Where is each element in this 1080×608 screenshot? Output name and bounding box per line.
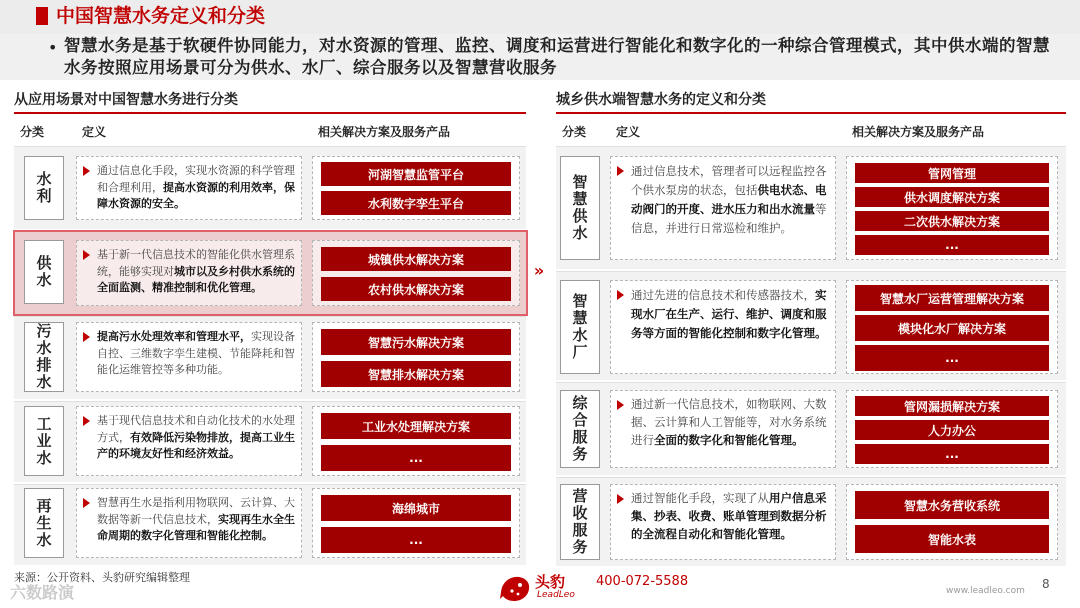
product-tag: ... [855, 345, 1049, 371]
definition-text: 通过信息化手段，实现水资源的科学管理和合理利用， [97, 164, 295, 194]
left-col-products: 相关解决方案及服务产品 [318, 125, 451, 139]
left-products-cell [312, 488, 520, 558]
product-tag: 水利数字孪生平台 [321, 191, 511, 215]
left-category-cell [24, 406, 64, 476]
category-label: 营收服务 [572, 487, 588, 556]
definition-emphasis: 供电状态、电动阀门的开度、进水压力和出水流量 [631, 183, 827, 216]
left-category-cell [24, 240, 64, 304]
category-label: 综合服务 [572, 394, 588, 463]
product-tag: ... [855, 444, 1049, 464]
triangle-bullet-icon [83, 166, 90, 176]
definition-emphasis: 有效降低污染物排放，提高工业生产的环境友好性和经济效益。 [97, 430, 295, 460]
product-tag: 智慧排水解决方案 [321, 361, 511, 387]
definition-text-tail: 等信息，并进行日常巡检和维护。 [631, 202, 827, 235]
product-tag: 二次供水解决方案 [855, 211, 1049, 231]
brand-name: 头豹 [535, 573, 566, 591]
left-definition-cell [76, 488, 302, 558]
definition-text: 基于新一代信息技术的智能化供水管理系统，能够实现对 [97, 248, 295, 278]
title-accent-mark [36, 7, 48, 25]
definition-text: 通过智能化手段，实现了从 [631, 491, 769, 505]
definition-text: 通过新一代信息技术，如物联网、大数据、云计算和人工智能等，对水务系统进行 [631, 397, 827, 447]
category-label: 再生水 [36, 496, 52, 549]
left-category-cell [24, 322, 64, 392]
product-tag: ... [321, 445, 511, 471]
left-category-cell [24, 156, 64, 220]
product-tag: 城镇供水解决方案 [321, 247, 511, 271]
product-tag: 智慧水务营收系统 [855, 491, 1049, 519]
triangle-bullet-icon [617, 166, 624, 176]
phone-number: 400-072-5588 [596, 574, 689, 589]
left-section-heading: 从应用场景对中国智慧水务进行分类 [14, 92, 238, 108]
category-label: 污水排水 [36, 322, 52, 391]
product-tag: 农村供水解决方案 [321, 277, 511, 301]
right-col-products: 相关解决方案及服务产品 [852, 125, 985, 139]
product-tag: 智慧污水解决方案 [321, 329, 511, 355]
triangle-bullet-icon [83, 250, 90, 260]
category-label: 供水 [36, 254, 52, 289]
category-label: 工业水 [36, 414, 52, 467]
right-col-category: 分类 [562, 125, 587, 139]
right-products-cell [846, 484, 1058, 560]
right-definition-cell [610, 390, 836, 468]
product-tag: 智慧水厂运营管理解决方案 [855, 285, 1049, 311]
left-col-definition: 定义 [82, 125, 107, 139]
product-tag: ... [321, 527, 511, 553]
right-products-cell [846, 280, 1058, 374]
right-definition-cell [610, 280, 836, 374]
right-category-cell [560, 484, 600, 560]
website: www.leadleo.com [946, 586, 1025, 596]
product-tag: 管网漏损解决方案 [855, 396, 1049, 416]
left-products-cell [312, 406, 520, 476]
right-category-cell [560, 390, 600, 468]
right-section-heading: 城乡供水端智慧水务的定义和分类 [556, 92, 766, 108]
left-section-divider [14, 112, 526, 114]
leopard-logo-icon [498, 572, 532, 604]
triangle-bullet-icon [617, 400, 624, 410]
right-section-divider [556, 112, 1066, 114]
chevron-right-icon: » [533, 261, 545, 280]
right-definition-cell [610, 484, 836, 560]
definition-emphasis: 城市以及乡村供水系统的全面监测、精准控制和优化管理。 [97, 264, 295, 294]
definition-emphasis: 提高污水处理效率和管理水平， [97, 330, 251, 343]
definition-text: 基于现代信息技术和自动化技术的水处理方式， [97, 414, 295, 444]
product-tag: 模块化水厂解决方案 [855, 315, 1049, 341]
watermark: 六数路演 [10, 583, 75, 602]
product-tag: 海绵城市 [321, 495, 511, 521]
triangle-bullet-icon [83, 416, 90, 426]
intro-text: 智慧水务是基于软硬件协同能力，对水资源的管理、监控、调度和运营进行智能化和数字化的一种综合管理模式，其中供水端的智慧水务按照应用场景可分为供水、水厂、综合服务以及智慧营收服务 [64, 36, 1050, 77]
product-tag: 河湖智慧监管平台 [321, 162, 511, 186]
product-tag: 供水调度解决方案 [855, 187, 1049, 207]
left-products-cell [312, 322, 520, 392]
right-definition-cell [610, 156, 836, 260]
definition-text: 智慧再生水是指利用物联网、云计算、大数据等新一代信息技术， [97, 496, 295, 526]
triangle-bullet-icon [617, 494, 624, 504]
category-label: 水利 [36, 170, 52, 205]
left-definition-cell [76, 156, 302, 220]
right-category-cell [560, 156, 600, 260]
triangle-bullet-icon [83, 498, 90, 508]
right-products-cell [846, 156, 1058, 260]
left-col-category: 分类 [20, 125, 45, 139]
definition-emphasis: 用户信息采集、抄表、收费、账单管理到数据分析的全流程自动化和智能化管理。 [631, 491, 827, 541]
definition-text: 通过先进的信息技术和传感器技术， [631, 288, 815, 302]
definition-emphasis: 实现再生水全生命周期的数字化管理和智能化控制。 [97, 512, 295, 542]
left-products-cell [312, 240, 520, 306]
definition-emphasis: 全面的数字化和智能化管理。 [654, 433, 804, 447]
left-definition-cell [76, 322, 302, 392]
brand-name-en: LeadLeo [537, 590, 575, 600]
product-tag: ... [855, 235, 1049, 255]
right-products-cell [846, 390, 1058, 468]
left-products-cell [312, 156, 520, 220]
definition-text: 通过信息技术，管理者可以远程监控各个供水泵房的状态，包括 [631, 164, 827, 197]
triangle-bullet-icon [83, 332, 90, 342]
definition-emphasis: 实现水厂在生产、运行、维护、调度和服务等方面的智能化控制和数字化管理。 [631, 288, 827, 340]
right-category-cell [560, 280, 600, 374]
product-tag: 工业水处理解决方案 [321, 413, 511, 439]
page-number: 8 [1042, 577, 1050, 591]
triangle-bullet-icon [617, 290, 624, 300]
definition-emphasis: 提高水资源的利用效率，保障水资源的安全。 [97, 180, 295, 210]
left-definition-cell [76, 240, 302, 306]
left-category-cell [24, 488, 64, 558]
category-label: 智慧供水 [572, 173, 588, 242]
bullet-icon: • [48, 38, 58, 57]
category-label: 智慧水厂 [572, 292, 588, 361]
product-tag: 智能水表 [855, 525, 1049, 553]
left-definition-cell [76, 406, 302, 476]
product-tag: 管网管理 [855, 163, 1049, 183]
page-title: 中国智慧水务定义和分类 [56, 5, 266, 27]
right-col-definition: 定义 [616, 125, 641, 139]
product-tag: 人力办公 [855, 420, 1049, 440]
source-note: 来源：公开资料、头豹研究编辑整理 [14, 571, 190, 584]
definition-text: 实现设备自控、三维数字孪生建模、节能降耗和智能化运维管控等多种功能。 [97, 330, 295, 376]
